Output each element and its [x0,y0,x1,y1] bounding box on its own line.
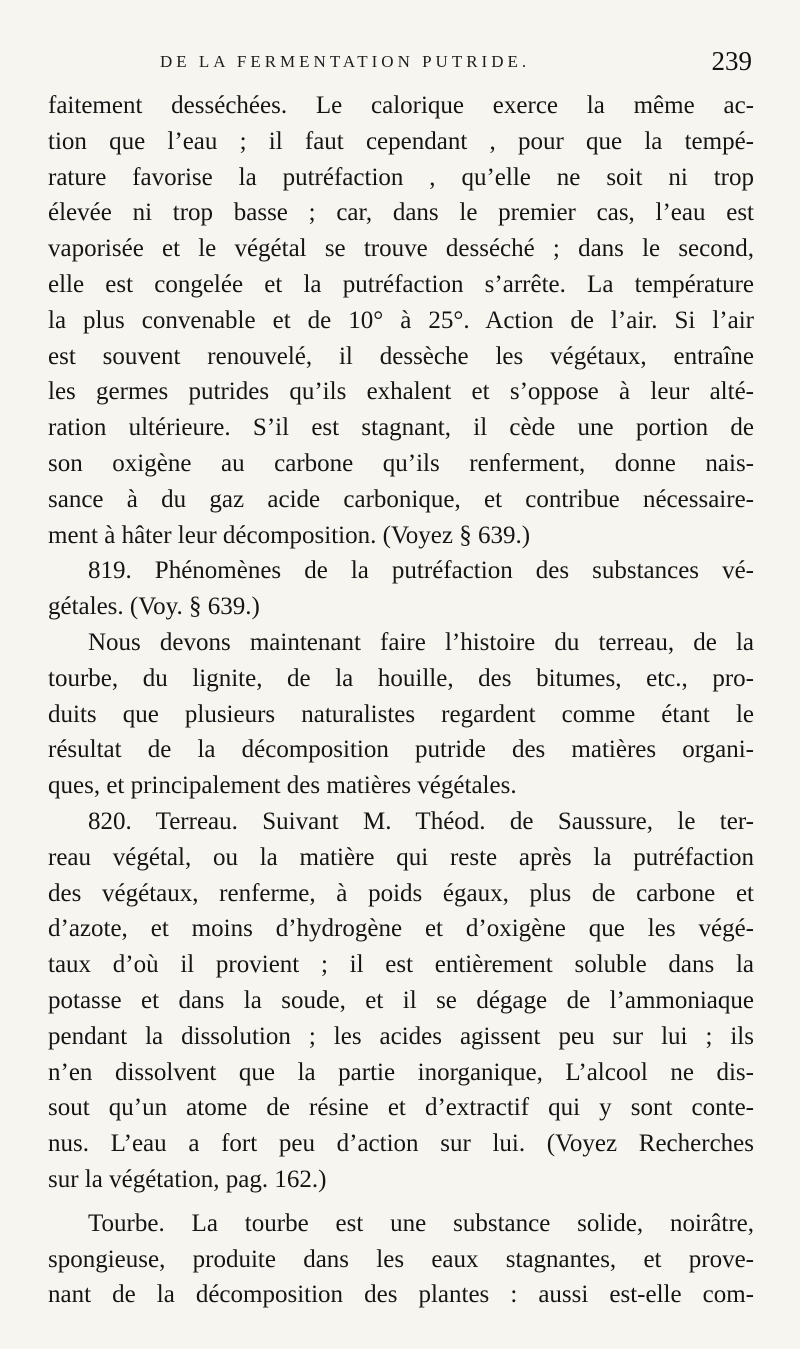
text-line: résultat de la décomposition putride des matières organi- [48,736,754,764]
paragraph-gap [48,1198,754,1206]
text-line: sance à du gaz acide carbonique, et contribue nécessaire- [48,485,754,513]
text-line: Nous devons maintenant faire l’histoire du terreau, de la [88,628,754,656]
text-line: des végétaux, renferme, à poids égaux, plus de carbone et [48,879,754,907]
text-line: tourbe, du lignite, de la houille, des bitumes, etc., pro- [48,664,754,692]
text-line: n’en dissolvent que la partie inorganique, L’alcool ne dis- [48,1058,754,1086]
page-number: 239 [711,46,752,76]
section-heading-line: gétales. (Voy. § 639.) [48,593,260,621]
body-text [48,88,754,1313]
text-line: nant de la décomposition des plantes : aussi est-elle com- [48,1281,754,1309]
text-line: d’azote, et moins d’hydrogène et d’oxigène que les végé- [48,915,754,943]
text-line: la plus convenable et de 10° à 25°. Action de l’air. Si l’air [48,306,754,334]
text-line: nus. L’eau a fort peu d’action sur lui. (Voyez Recherches [48,1130,754,1158]
text-line: rature favorise la putréfaction , qu’elle ne soit ni trop [48,163,754,191]
section-heading-line: 819. Phénomènes de la putréfaction des substances vé- [88,557,754,585]
text-line: potasse et dans la soude, et il se dégage de l’ammoniaque [48,986,754,1014]
text-line: son oxigène au carbone qu’ils renferment, donne nais- [48,449,754,477]
text-line: sur la végétation, pag. 162.) [48,1165,327,1193]
text-line: spongieuse, produite dans les eaux stagnantes, et prove- [48,1245,754,1273]
page-header [48,46,760,86]
running-head: DE LA FERMENTATION PUTRIDE. [160,52,531,71]
text-line: est souvent renouvelé, il dessèche les végétaux, entraîne [48,342,754,370]
text-line: ment à hâter leur décomposition. (Voyez § 639.) [48,521,531,549]
text-line: duits que plusieurs naturalistes regardent comme étant le [48,700,754,728]
text-line: les germes putrides qu’ils exhalent et s’oppose à leur alté- [48,378,754,406]
text-line: elle est congelée et la putréfaction s’arrête. La température [48,270,754,298]
text-line: faitement desséchées. Le calorique exerce la même ac- [48,92,754,119]
text-line: ques, et principalement des matières végétales. [48,772,517,800]
text-line: vaporisée et le végétal se trouve desséché ; dans le second, [48,235,754,263]
text-line: sout qu’un atome de résine et d’extractif qui y sont conte- [48,1094,754,1122]
text-line: ration ultérieure. S’il est stagnant, il cède une portion de [48,414,754,442]
text-line: taux d’où il provient ; il est entièrement soluble dans la [48,951,754,979]
section-heading-line: 820. Terreau. Suivant M. Théod. de Saussure, le ter- [88,807,754,835]
section-heading-line: Tourbe. La tourbe est une substance solide, noirâtre, [88,1209,754,1237]
text-line: élevée ni trop basse ; car, dans le premier cas, l’eau est [48,199,754,227]
text-line: tion que l’eau ; il faut cependant , pour que la tempé- [48,127,754,155]
text-line: reau végétal, ou la matière qui reste après la putréfaction [48,843,754,871]
text-line: pendant la dissolution ; les acides agissent peu sur lui ; ils [48,1022,754,1050]
